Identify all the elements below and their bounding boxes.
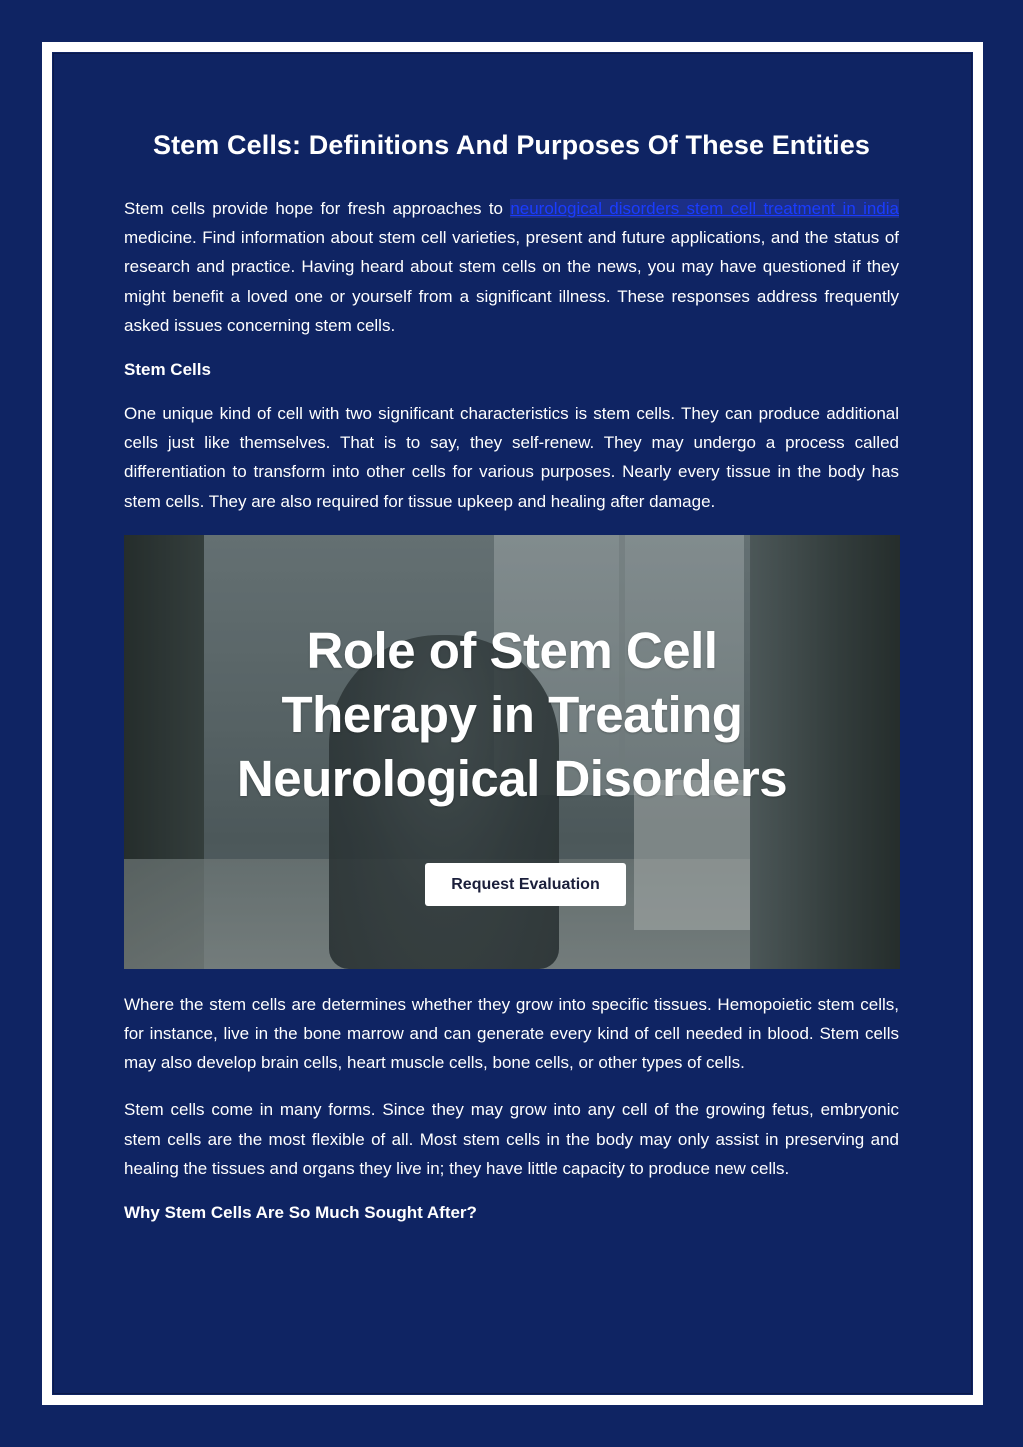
treatment-link[interactable]: neurological disorders stem cell treatment in india (510, 199, 899, 218)
banner-headline-line3: Neurological Disorders (236, 749, 788, 807)
request-evaluation-button[interactable]: Request Evaluation (425, 863, 626, 906)
tissue-paragraph: Where the stem cells are determines whether they grow into specific tissues. Hemopoietic stem cells, for instance, live in the bone marrow and can generate every kind of cell needed in blood. Stem cells may also develop brain cells, heart muscle cells, bone cells, or other types of cells. (124, 994, 899, 1073)
banner-headline (124, 619, 900, 811)
intro-paragraph (124, 194, 899, 340)
stem-cells-paragraph: One unique kind of cell with two significant characteristics is stem cells. They can produce additional cells just like themselves. That is to say, they self-renew. They may undergo a process called differentiation to transform into other cells for various purposes. Nearly every tissue in the body has stem cells. They are also required for tissue upkeep and healing after damage. (124, 404, 899, 511)
forms-paragraph: Stem cells come in many forms. Since they may grow into any cell of the growing fetus, embryonic stem cells are the most flexible of all. Most stem cells in the body may only assist in preserving and healing the tissues and organs they live in; they have little capacity to produce new cells. (124, 1100, 899, 1178)
section-heading-stem-cells: Stem Cells (124, 360, 211, 380)
section-heading-sought-after: Why Stem Cells Are So Much Sought After? (124, 1203, 477, 1223)
banner-headline-line2: Therapy in Treating (281, 685, 743, 743)
banner-headline-line1: Role of Stem Cell (306, 621, 718, 679)
article-content (124, 120, 899, 1242)
intro-text-start: Stem cells provide hope for fresh approaches to (124, 199, 511, 218)
therapy-banner-image (124, 535, 900, 969)
article-title: Stem Cells: Definitions And Purposes Of These Entities (152, 130, 871, 160)
intro-text-end: medicine. Find information about stem cell varieties, present and future applications, and the status of research and practice. Having heard about stem cells on the news, you may have questioned if they might benefit a loved one or yourself from a significant illness. These responses address frequently asked issues concerning stem cells. (124, 228, 899, 335)
